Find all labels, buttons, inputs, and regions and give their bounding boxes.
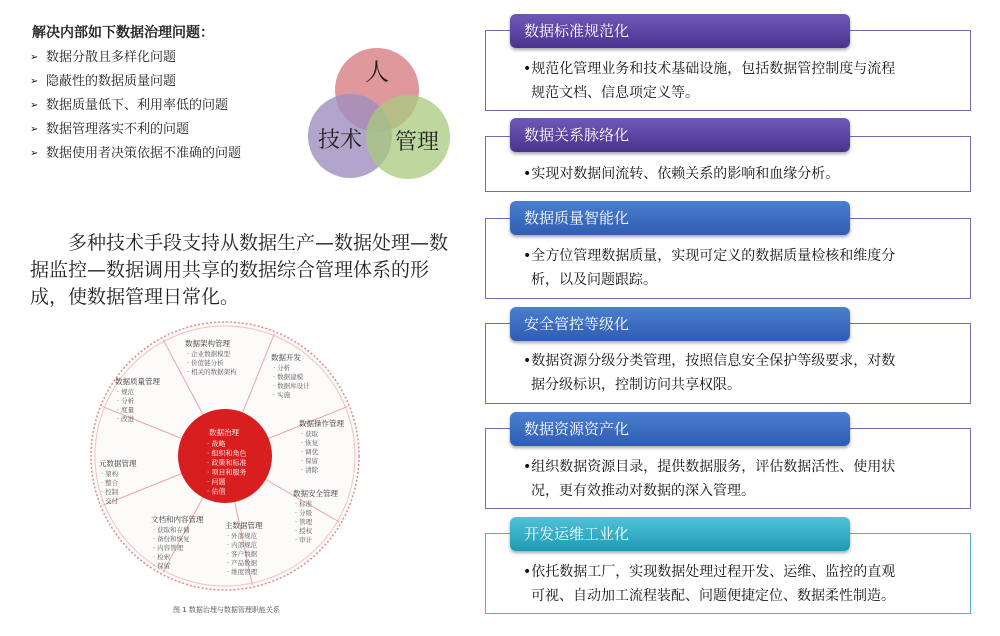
problems-list: [30, 46, 241, 166]
problem-text: 数据分散且多样化问题: [46, 50, 177, 65]
arrow-bullet-icon: ➢: [30, 148, 39, 159]
wheel-segment-item: · 调优: [301, 448, 319, 456]
card-6-line-1: •依托数据工厂，实现数据处理过程开发、运维、监控的直观: [523, 564, 896, 580]
wheel-caption: 图 1 数据治理与数据管理职能关系: [173, 606, 280, 614]
card-2-text: [523, 162, 943, 186]
wheel-segment-item: · 授权: [295, 527, 313, 535]
card-4-text: [523, 349, 943, 397]
wheel-segment-item: · 相关的数据架构: [187, 368, 237, 376]
summary-text: 多种技术手段支持从数据生产—数据处理—数据监控—数据调用共享的数据综合管理体系的形成，使数据管理日常化。: [30, 232, 449, 308]
wheel-segment-item: · 产品数据: [227, 559, 258, 567]
wheel-segment-item: · 检索: [153, 553, 171, 561]
wheel-segment-item: · 恢复: [301, 439, 319, 447]
problem-text: 数据使用者决策依据不准确的问题: [46, 146, 242, 161]
problem-item: [30, 118, 241, 142]
wheel-segment-title: 数据质量管理: [115, 377, 160, 386]
wheel-segment-item: · 价值链分析: [187, 359, 224, 367]
wheel-segment-item: · 控制: [101, 488, 119, 496]
arrow-bullet-icon: ➢: [30, 76, 39, 87]
card-3-title: 数据质量智能化: [510, 201, 850, 235]
problem-item: [30, 142, 241, 166]
wheel-segment-item: · 架构: [101, 470, 119, 478]
card-2-title: 数据关系脉络化: [510, 118, 850, 152]
problem-item: [30, 70, 241, 94]
card-6-title: 开发运维工业化: [510, 517, 850, 551]
problem-item: [30, 94, 241, 118]
card-1-title: 数据标准规范化: [510, 14, 850, 48]
wheel-center-item: · 政策和标准: [207, 459, 247, 467]
wheel-segment-item: · 标准: [295, 500, 313, 508]
wheel-segment-item: · 审计: [295, 536, 313, 544]
wheel-segment-item: · 交付: [101, 497, 119, 505]
wheel-segment-item: · 外部规范: [227, 532, 258, 540]
card-5-text: [523, 455, 943, 503]
card-3-text: [523, 244, 943, 292]
wheel-segment-item: · 管理: [295, 518, 313, 526]
venn-label-management: 管理: [394, 130, 440, 155]
card-3-line-2: 析，以及问题跟踪。: [531, 272, 657, 288]
wheel-segment-title: 数据操作管理: [299, 419, 344, 428]
problems-title: 解决内部如下数据治理问题：: [32, 25, 214, 41]
wheel-segment-item: · 分析: [273, 364, 291, 372]
card-5-line-2: 况，更有效推动对数据的深入管理。: [531, 483, 755, 499]
wheel-segment-item: · 实施: [273, 391, 291, 399]
wheel-center-item: · 问题: [207, 478, 226, 486]
card-6-line-2: 可视、自动加工流程装配、问题便捷定位、数据柔性制造。: [531, 588, 895, 604]
wheel-segment-item: · 企业数据模型: [187, 350, 231, 358]
arrow-bullet-icon: ➢: [30, 52, 39, 63]
card-3-line-1: •全方位管理数据质量，实现可定义的数据质量检核和维度分: [523, 248, 896, 264]
wheel-segment-item: · 改进: [117, 415, 135, 423]
wheel-segment-item: · 分析: [117, 397, 135, 405]
wheel-segment-item: · 保留: [301, 457, 319, 465]
wheel-center-item: · 估值: [207, 487, 226, 496]
wheel-segment-item: · 内容管理: [153, 544, 184, 552]
card-4-title: 安全管控等级化: [510, 307, 850, 341]
card-1-line-1: •规范化管理业务和技术基础设施，包括数据管控制度与流程: [523, 61, 896, 77]
venn-label-people: 人: [365, 58, 389, 86]
wheel-segment-title: 元数据管理: [99, 459, 137, 468]
card-6-text: [523, 560, 943, 608]
wheel-segment-item: · 分级: [295, 509, 313, 517]
wheel-segment-item: · 备份和恢复: [153, 535, 190, 543]
wheel-center-title: 数据治理: [209, 428, 239, 437]
wheel-segment-item: · 规范: [117, 388, 135, 396]
wheel-segment-title: 数据开发: [271, 353, 301, 362]
venn-label-technology: 技术: [317, 128, 363, 153]
wheel-segment-item: · 保留: [153, 562, 171, 570]
card-1-line-2: 规范文档、信息项定义等。: [531, 85, 699, 101]
wheel-segment-item: · 维度管理: [227, 568, 258, 576]
wheel-segment-item: · 数据建模: [273, 373, 304, 381]
wheel-segment-item: · 清除: [301, 466, 319, 474]
wheel-segment-title: 数据安全管理: [293, 489, 338, 498]
wheel-segment-item: · 获取和存储: [153, 526, 190, 534]
card-5-title: 数据资源资产化: [510, 412, 850, 446]
wheel-segment-item: · 度量: [117, 406, 135, 414]
problem-text: 数据管理落实不利的问题: [46, 122, 190, 137]
wheel-segment-title: 主数据管理: [225, 521, 263, 530]
wheel-center-item: · 战略: [207, 440, 226, 448]
data-management-wheel: [85, 318, 365, 618]
card-4-line-1: •数据资源分级分类管理，按照信息安全保护等级要求，对数: [523, 353, 896, 369]
venn-diagram: [295, 40, 465, 190]
wheel-center-item: · 组织和角色: [207, 449, 247, 458]
problem-item: [30, 46, 241, 70]
arrow-bullet-icon: ➢: [30, 124, 39, 135]
problem-text: 数据质量低下、利用率低的问题: [46, 98, 229, 113]
card-2-line-1: •实现对数据间流转、依赖关系的影响和血缘分析。: [523, 166, 840, 182]
wheel-segment-item: · 整合: [101, 479, 119, 487]
wheel-segment-item: · 客户数据: [227, 550, 258, 558]
arrow-bullet-icon: ➢: [30, 100, 39, 111]
wheel-segment-item: · 内部规范: [227, 541, 258, 549]
wheel-segment-item: · 获取: [301, 430, 319, 438]
problem-text: 隐蔽性的数据质量问题: [46, 74, 177, 89]
wheel-segment-item: · 数据库设计: [273, 382, 310, 390]
wheel-segment-title: 数据架构管理: [185, 339, 230, 348]
wheel-center-item: · 项目和服务: [207, 468, 247, 477]
card-1-text: [523, 57, 943, 105]
wheel-segment-title: 文档和内容管理: [151, 515, 204, 524]
card-4-line-2: 据分级标识，控制访问共享权限。: [531, 377, 741, 393]
card-5-line-1: •组织数据资源目录，提供数据服务，评估数据活性、使用状: [523, 459, 896, 475]
